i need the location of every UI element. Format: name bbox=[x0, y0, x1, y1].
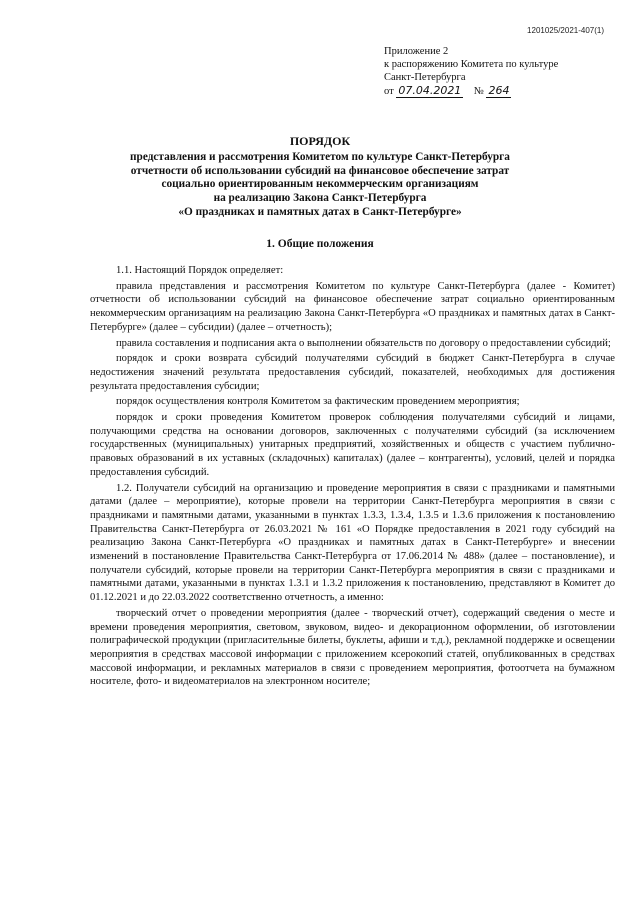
title-line-4: на реализацию Закона Санкт-Петербурга bbox=[213, 192, 427, 205]
appendix-line-2: к распоряжению Комитета по культуре bbox=[384, 59, 559, 70]
title-line-3: социально ориентированным некоммерческим организациям bbox=[161, 178, 479, 191]
paragraph: правила составления и подписания акта о выполнении обязательств по договору о предоставлении субсидий; bbox=[116, 337, 611, 349]
appendix-line-3: Санкт-Петербурга bbox=[384, 72, 466, 83]
section-heading: 1. Общие положения bbox=[266, 238, 374, 250]
paragraph: 1.2. Получатели субсидий на организацию и проведение мероприятия в связи с праздниками и памятными датами (далее – мероприятие), которые провели на территории Санкт-Петербурга мероприятия в связи с праздниками и памятными датами, указанными в пунктах 1.3.3, 1.3.4, 1.3.5 и 1.3.6 приложения к постановлению Правительства Санкт-Петербурга от 26.03.2021 № 161 «О Порядке предоставления в 2021 году субсидий на реализацию Закона Санкт-Петербурга «О праздниках и памятных датах в Санкт-Петербурге» и внесении изменений в постановление Правительства Санкт-Петербурга от 17.06.2014 № 488» (далее – постановление), и получатели субсидий, которые провели на территории Санкт-Петербурга мероприятия в связи с праздниками и памятными датами, указанными в пунктах 1.3.1 и 1.3.2 приложения к постановлению, представляют в Комитет до 01.12.2021 и до 22.03.2022 соответственно отчетность, а именно: bbox=[90, 482, 615, 604]
document-title bbox=[90, 135, 550, 220]
document-body bbox=[90, 264, 615, 691]
handwritten-date: 07.04.2021 bbox=[398, 84, 462, 97]
from-label: от bbox=[384, 86, 394, 97]
number-label: № bbox=[473, 86, 484, 97]
title-main: ПОРЯДОК bbox=[289, 134, 351, 148]
title-line-1: представления и рассмотрения Комитетом по культуре Санкт-Петербурга bbox=[130, 150, 510, 163]
paragraph: 1.1. Настоящий Порядок определяет: bbox=[116, 265, 284, 276]
appendix-line-1: Приложение 2 bbox=[384, 46, 449, 57]
paragraph: порядок осуществления контроля Комитетом за фактическим проведением мероприятия; bbox=[116, 396, 520, 408]
handwritten-number: 264 bbox=[488, 84, 510, 97]
appendix-date-line bbox=[384, 84, 624, 98]
document-id: 1201025/2021-407(1) bbox=[527, 26, 604, 35]
title-line-2: отчетности об использовании субсидий на финансовое обеспечение затрат bbox=[130, 164, 510, 177]
paragraph: порядок и сроки возврата субсидий получателями субсидий в бюджет Санкт-Петербурга в случае недостижения значений результата предоставления субсидий, показателей, необходимых для достижения результата предоставления субсидии; bbox=[90, 353, 615, 392]
paragraph: правила представления и рассмотрения Комитетом по культуре Санкт-Петербурга (далее - Комитет) отчетности об использовании субсидий на финансовое обеспечение затрат социально ориентированным некоммерческим организациям на реализацию Закона Санкт-Петербурга «О праздниках и памятных датах в Санкт-Петербурге» (далее – субсидии) (далее – отчетность); bbox=[90, 280, 615, 333]
paragraph: порядок и сроки проведения Комитетом проверок соблюдения получателями субсидий и лицами, получающими средства на основании договоров, заключенных с получателями субсидий (за исключением государственных (муниципальных) унитарных предприятий, хозяйственных и обществ с участием публично-правовых образований в их уставных (складочных) капиталах) (далее – контрагенты), условий, целей и порядка предоставления субсидий. bbox=[90, 412, 615, 478]
paragraph: творческий отчет о проведении мероприятия (далее - творческий отчет), содержащий сведения о месте и времени проведения мероприятия, световом, звуковом, видео- и декорационном оформлении, об изготовлении полиграфической продукции (пригласительные билеты, буклеты, афиши и т.д.), рекламной поддержке и освещении мероприятия в средствах массовой информации с приложением ксерокопий статей, опубликованных в средствах массовой информации, и рекламных материалов в связи с проведением мероприятия, фотоотчета на бумажном носителе, фото- и видеоматериалов на электронном носителе; bbox=[90, 607, 615, 688]
appendix-block bbox=[384, 45, 624, 98]
title-line-5: «О праздниках и памятных датах в Санкт-Петербурге» bbox=[178, 205, 462, 218]
